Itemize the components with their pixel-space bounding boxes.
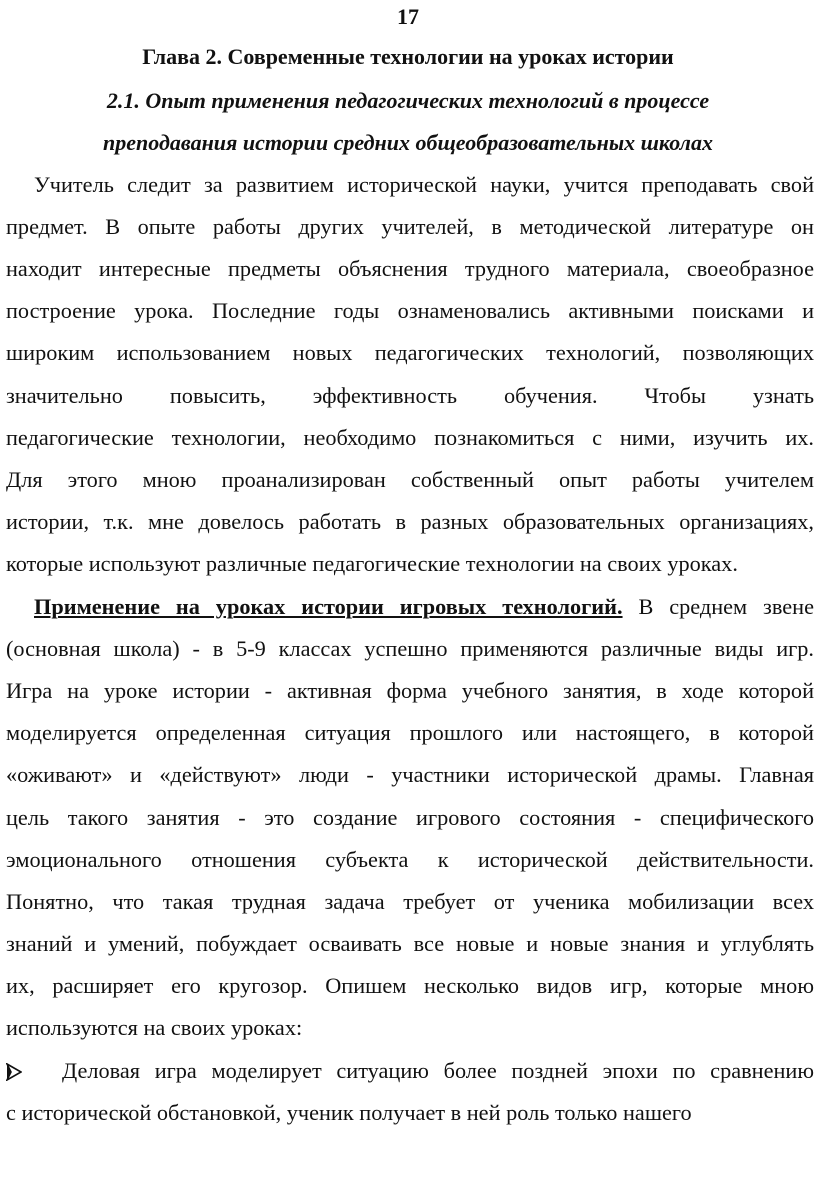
paragraph-line: их, расширяет его кругозор. Опишем несколько видов игр, которые мною <box>6 973 814 998</box>
section-heading-games: Применение на уроках истории игровых технологий. <box>34 594 623 619</box>
paragraph-line: знаний и умений, побуждает осваивать все новые и новые знания и углублять <box>6 931 814 956</box>
paragraph-line: Для этого мною проанализирован собственный опыт работы учителем <box>6 467 814 492</box>
paragraph-line: истории, т.к. мне довелось работать в разных образовательных организациях, <box>6 509 814 534</box>
paragraph-line-rest: В среднем звене <box>622 594 814 619</box>
paragraph-line: (основная школа) - в 5-9 классах успешно применяются различные виды игр. <box>6 636 814 661</box>
paragraph-line: Учитель следит за развитием исторической науки, учится преподавать свой <box>34 172 814 197</box>
bullet-line: с исторической обстановкой, ученик получает в ней роль только нашего <box>6 1100 692 1125</box>
paragraph-line: Понятно, что такая трудная задача требует от ученика мобилизации всех <box>6 889 814 914</box>
paragraph-line: предмет. В опыте работы других учителей, в методической литературе он <box>6 214 814 239</box>
paragraph-line: педагогические технологии, необходимо познакомиться с ними, изучить их. <box>6 425 814 450</box>
paragraph-line: которые используют различные педагогические технологии на своих уроках. <box>6 551 738 576</box>
bullet-line: Деловая игра моделирует ситуацию более поздней эпохи по сравнению <box>62 1058 814 1083</box>
section-title-line-1: 2.1. Опыт применения педагогических технологий в процессе <box>106 88 710 113</box>
paragraph-line: цель такого занятия - это создание игрового состояния - специфического <box>6 805 814 830</box>
page-number: 17 <box>397 4 419 29</box>
section-title-line-2: преподавания истории средних общеобразовательных школах <box>103 130 713 155</box>
paragraph-line: широким использованием новых педагогических технологий, позволяющих <box>6 340 814 365</box>
paragraph-line: «оживают» и «действуют» люди - участники исторической драмы. Главная <box>6 762 814 787</box>
paragraph-line: находит интересные предметы объяснения трудного материала, своеобразное <box>6 256 814 281</box>
arrowhead-bullet-icon <box>6 1056 22 1086</box>
paragraph-line: используются на своих уроках: <box>6 1015 303 1040</box>
paragraph-line: построение урока. Последние годы ознаменовались активными поисками и <box>6 298 814 323</box>
paragraph-line <box>34 592 814 622</box>
paragraph-line: Игра на уроке истории - активная форма учебного занятия, в ходе которой <box>6 678 814 703</box>
paragraph-line: моделируется определенная ситуация прошлого или настоящего, в которой <box>6 720 814 745</box>
paragraph-line: значительно повысить, эффективность обучения. Чтобы узнать <box>6 383 814 408</box>
chapter-title: Глава 2. Современные технологии на уроках истории <box>142 44 674 69</box>
paragraph-line: эмоционального отношения субъекта к исторической действительности. <box>6 847 814 872</box>
